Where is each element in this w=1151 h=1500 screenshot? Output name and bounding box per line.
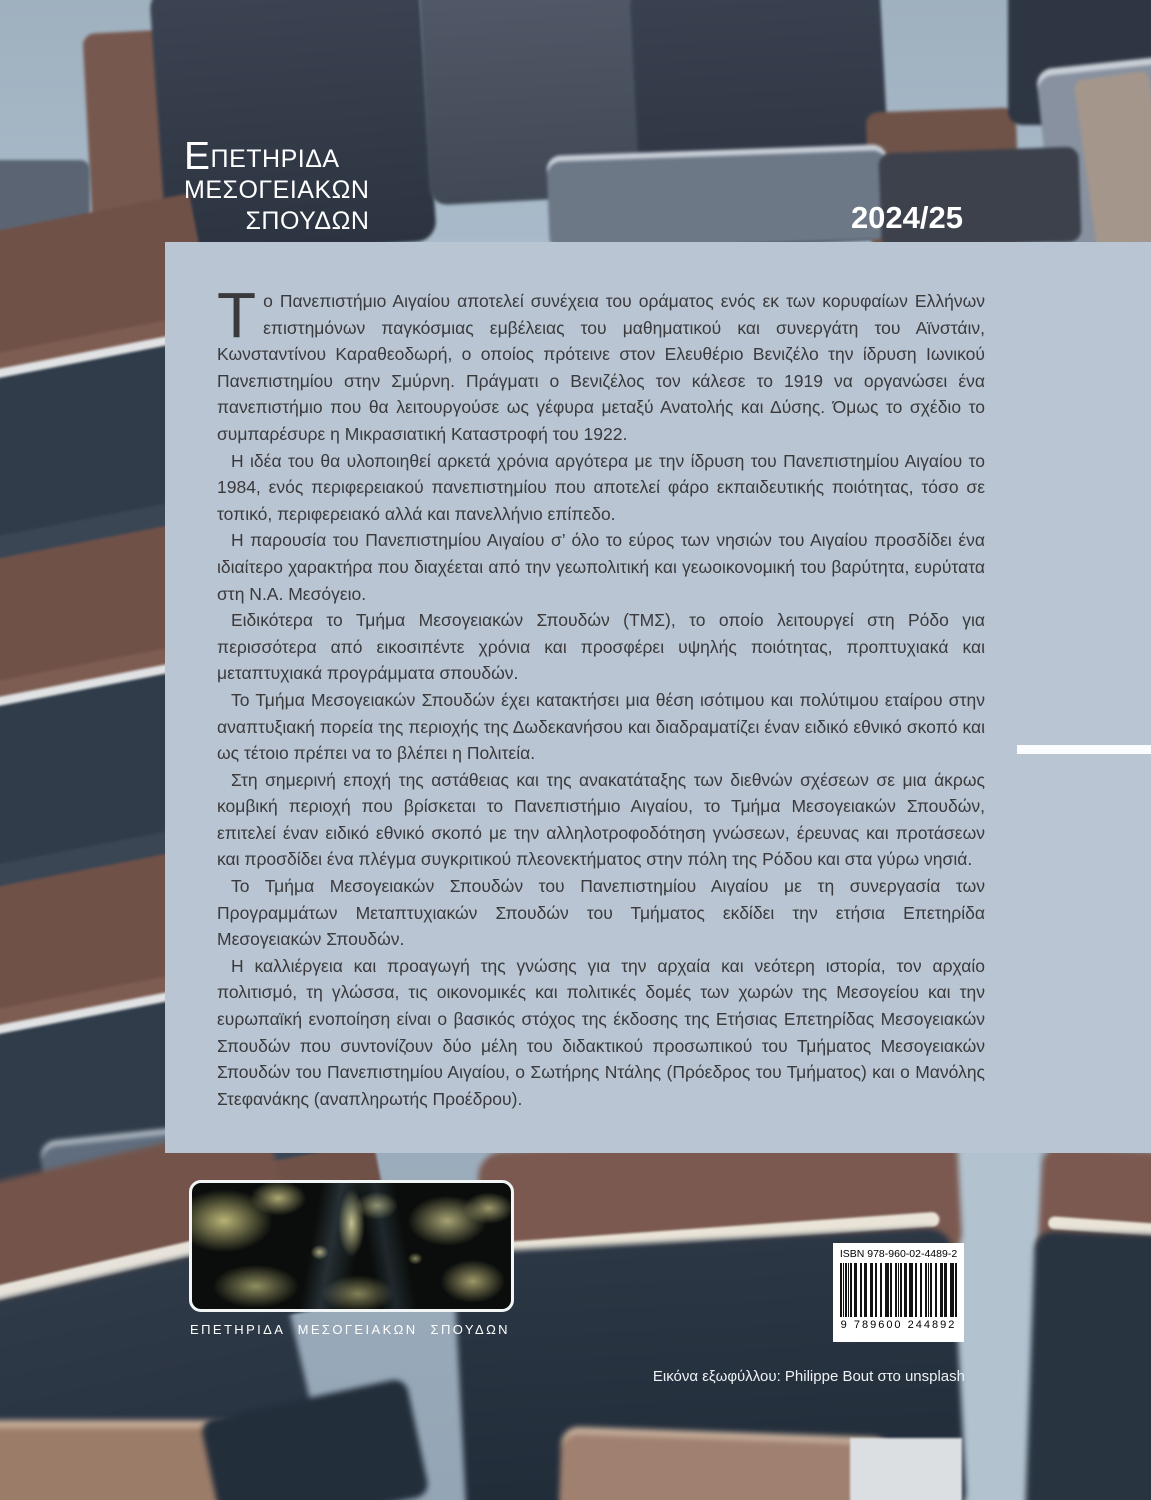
barcode (833, 1243, 964, 1342)
seat-shape (546, 144, 889, 251)
seat-shape (1025, 1231, 1151, 1500)
masthead-initial-letter: Ε (184, 135, 211, 178)
masthead-title-line-2: ΜΕΣΟΓΕΙΑΚΩΝ (184, 176, 370, 204)
paragraph: Το Τμήμα Μεσογειακών Σπουδών έχει κατακτήσει μια θέση ισότιμου και πολύτιμου εταίρου στην αναπτυξιακή πορεία της περιοχής της Δωδεκανήσου και διαδραματίζει έναν ειδικό εθνικό σκοπό και ως τέτοιο πρέπει να το βλέπει η Πολιτεία. (217, 689, 985, 764)
content-panel (165, 242, 1151, 1153)
edition-year: 2024/25 (850, 200, 963, 235)
seat-shape (559, 1426, 892, 1500)
seat-shape (850, 1438, 962, 1500)
barcode-bars (840, 1263, 957, 1317)
cover-credit: Εικόνα εξωφύλλου: Philippe Bout στο unsplash (652, 1368, 965, 1385)
paragraph: Στη σημερινή εποχή της αστάθειας και της ανακατάταξης των διεθνών σχέσεων σε μια άκρως κομβική περιοχή που βρίσκεται το Πανεπιστήμιο Αιγαίου, το Τμήμα Μεσογειακών Σπουδών, επιτελεί έναν ειδικό εθνικό σκοπό με την αλληλοτροφοδότηση γνώσεων, έρευνας και προτάσεων και προσδίδει ένα πλέγμα συγκριτικού πλεονεκτήματος στην πόλη της Ρόδου και στα γύρω νησιά. (217, 769, 985, 870)
masthead-title-line-3: ΣΠΟΥΔΩΝ (245, 207, 370, 235)
paragraph: Η ιδέα του θα υλοποιηθεί αρκετά χρόνια αργότερα με την ίδρυση του Πανεπιστημίου Αιγαίου το 1984, ενός περιφερειακού πανεπιστημίου που αποτελεί φάρο εκπαιδευτικής ποιότητας, τόσο σε τοπικό, περιφερειακό αλλά και πανελλήνιο επίπεδο. (217, 450, 985, 524)
masthead-title-line-1: ΕΠΕΤΗΡΙΔΑ (184, 135, 340, 178)
paragraph: Το Τμήμα Μεσογειακών Σπουδών του Πανεπιστημίου Αιγαίου με τη συνεργασία των Προγραμμάτων Μεταπτυχιακών Σπουδών του Τμήματος εκδίδει την ετήσια Επετηρίδα Μεσογειακών Σπουδών. (217, 876, 985, 950)
accent-bar (1017, 745, 1151, 754)
logo-caption: ΕΠΕΤΗΡΙΔΑ ΜΕΣΟΓΕΙΑΚΩΝ ΣΠΟΥΔΩΝ (190, 1322, 510, 1337)
body-paragraphs (217, 279, 985, 1112)
barcode-digits: 9 789600 244892 (840, 1319, 957, 1331)
paragraph: Το Πανεπιστήμιο Αιγαίου αποτελεί συνέχεια του οράματος ενός εκ των κορυφαίων Ελλήνων επιστημόνων παγκόσμιας εμβέλειας του μαθηματικού και συνεργάτη του Αϊνστάιν, Κωνσταντίνου Καραθεοδωρή, ο οποίος πρότεινε στον Ελευθέριο Βενιζέλο την ίδρυση Ιωνικού Πανεπιστημίου στην Σμύρνη. Πράγματι ο Βενιζέλος τον κάλεσε το 1919 να οργανώσει ένα πανεπιστήμιο που θα λειτουργούσε ως γέφυρα μεταξύ Ανατολής και Δύσης. Όμως το σχέδιο το συμπαρέσυρε η Μικρασιατική Καταστροφή του 1922. (217, 279, 985, 444)
drop-cap: Τ (217, 279, 257, 351)
paragraph: Η παρουσία του Πανεπιστημίου Αιγαίου σ’ όλο το εύρος των νησιών του Αιγαίου προσδίδει ένα ιδιαίτερο χαρακτήρα που διαχέεται από την γεωπολιτική και γεωοικονομική του βαρύτητα, ευρύτατα στη Ν.Α. Μεσόγειο. (217, 530, 985, 604)
paragraph: Ειδικότερα το Τμήμα Μεσογειακών Σπουδών (ΤΜΣ), το οποίο λειτουργεί στη Ρόδο για περισσότερα από εικοσιπέντε χρόνια και προσφέρει υψηλής ποιότητας, προπτυχιακά και μεταπτυχιακά προγράμματα σπουδών. (217, 610, 985, 684)
masthead (184, 135, 370, 237)
paragraph: Η καλλιέργεια και προαγωγή της γνώσης για την αρχαία και νεότερη ιστορία, τον αρχαίο πολιτισμό, τη γλώσσα, τις οικονομικές και πολιτικές δομές των χωρών της Μεσογείου και την ευρωπαϊκή ενοποίηση είναι ο βασικός στόχος της έκδοσης της Ετήσιας Επετηρίδας Μεσογειακών Σπουδών που συντονίζουν δύο μέλη του διδακτικού προσωπικού του Τμήματος Μεσογειακών Σπουδών του Πανεπιστημίου Αιγαίου, ο Σωτήρης Ντάλης (Πρόεδρος του Τμήματος) και ο Μανόλης Στεφανάκης (αναπληρωτής Προέδρου). (217, 955, 985, 1109)
isbn-label: ISBN 978-960-02-4489-2 (839, 1248, 958, 1260)
mediterranean-night-map-image (189, 1180, 514, 1312)
